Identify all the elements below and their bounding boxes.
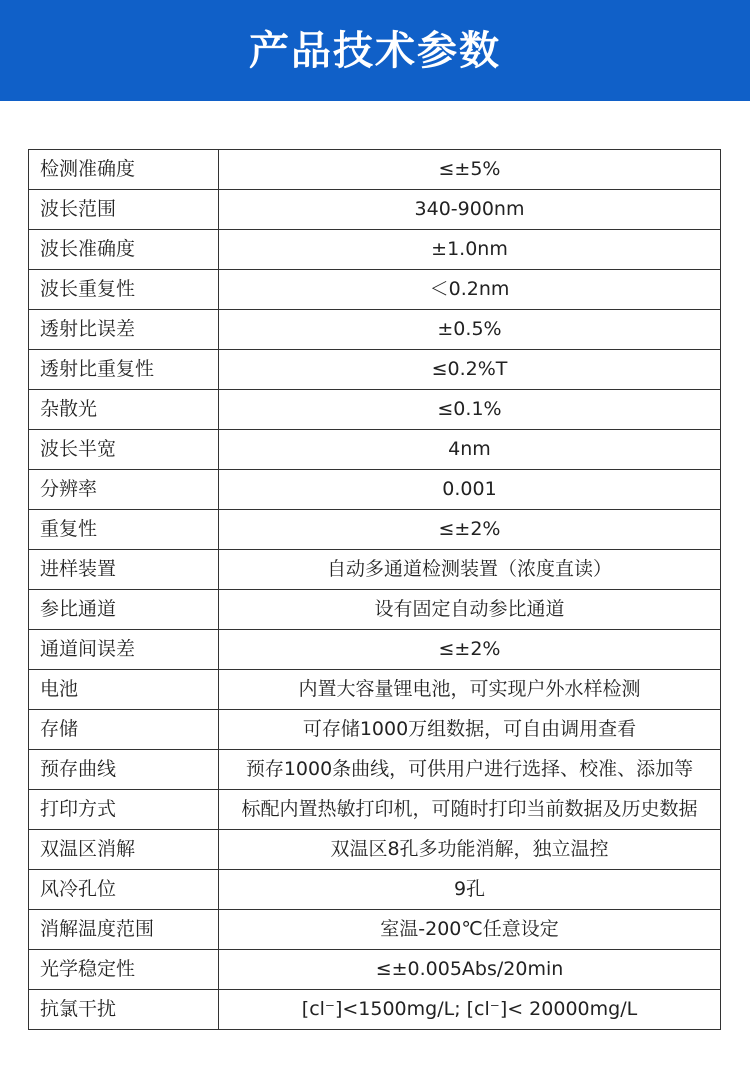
spec-value-cell: ≤±2% <box>219 630 721 670</box>
spec-name-cell: 光学稳定性 <box>29 950 219 990</box>
spec-value-cell: 4nm <box>219 430 721 470</box>
table-row <box>29 310 721 350</box>
spec-value-cell: 自动多通道检测装置（浓度直读） <box>219 550 721 590</box>
page-title: 产品技术参数 <box>249 27 501 74</box>
table-row <box>29 750 721 790</box>
table-row <box>29 870 721 910</box>
spec-name-cell: 通道间误差 <box>29 630 219 670</box>
spec-name-cell: 参比通道 <box>29 590 219 630</box>
spec-name-cell: 存储 <box>29 710 219 750</box>
spec-value-cell: 内置大容量锂电池，可实现户外水样检测 <box>219 670 721 710</box>
spec-value-cell: [cl⁻]<1500mg/L; [cl⁻]< 20000mg/L <box>219 990 721 1030</box>
spec-name-cell: 波长范围 <box>29 190 219 230</box>
spec-value-cell: 0.001 <box>219 470 721 510</box>
spec-value-cell: ≤±0.005Abs/20min <box>219 950 721 990</box>
spec-value-cell: ±0.5% <box>219 310 721 350</box>
spec-name-cell: 重复性 <box>29 510 219 550</box>
table-row <box>29 910 721 950</box>
spec-name-cell: 杂散光 <box>29 390 219 430</box>
spec-value-cell: ≤0.2%T <box>219 350 721 390</box>
spec-name-cell: 双温区消解 <box>29 830 219 870</box>
spec-value-cell: 双温区8孔多功能消解，独立温控 <box>219 830 721 870</box>
table-row <box>29 790 721 830</box>
spec-value-cell: 9孔 <box>219 870 721 910</box>
table-row <box>29 630 721 670</box>
spec-value-cell: ≤±5% <box>219 150 721 190</box>
spec-value-cell: ±1.0nm <box>219 230 721 270</box>
table-row <box>29 350 721 390</box>
table-row <box>29 830 721 870</box>
spec-name-cell: 透射比误差 <box>29 310 219 350</box>
table-row <box>29 430 721 470</box>
table-row <box>29 510 721 550</box>
spec-name-cell: 波长准确度 <box>29 230 219 270</box>
table-row <box>29 590 721 630</box>
header-banner <box>0 0 750 101</box>
table-row <box>29 270 721 310</box>
table-row <box>29 710 721 750</box>
table-row <box>29 670 721 710</box>
spec-name-cell: 打印方式 <box>29 790 219 830</box>
spec-value-cell: 可存储1000万组数据，可自由调用查看 <box>219 710 721 750</box>
spec-table-body <box>29 150 721 1030</box>
spec-name-cell: 消解温度范围 <box>29 910 219 950</box>
table-row <box>29 150 721 190</box>
table-row <box>29 190 721 230</box>
spec-value-cell: 预存1000条曲线，可供用户进行选择、校准、添加等 <box>219 750 721 790</box>
table-row <box>29 990 721 1030</box>
spec-value-cell: ≤±2% <box>219 510 721 550</box>
spec-name-cell: 波长半宽 <box>29 430 219 470</box>
table-row <box>29 390 721 430</box>
spec-name-cell: 预存曲线 <box>29 750 219 790</box>
spec-value-cell: 340-900nm <box>219 190 721 230</box>
spec-value-cell: 室温-200℃任意设定 <box>219 910 721 950</box>
spec-name-cell: 进样装置 <box>29 550 219 590</box>
spec-value-cell: 设有固定自动参比通道 <box>219 590 721 630</box>
spec-name-cell: 电池 <box>29 670 219 710</box>
table-row <box>29 550 721 590</box>
spec-name-cell: 透射比重复性 <box>29 350 219 390</box>
table-row <box>29 230 721 270</box>
table-row <box>29 470 721 510</box>
spec-value-cell: ＜0.2nm <box>219 270 721 310</box>
spec-value-cell: ≤0.1% <box>219 390 721 430</box>
table-row <box>29 950 721 990</box>
spec-table <box>28 149 721 1030</box>
spec-value-cell: 标配内置热敏打印机，可随时打印当前数据及历史数据 <box>219 790 721 830</box>
spec-name-cell: 检测准确度 <box>29 150 219 190</box>
spec-name-cell: 风冷孔位 <box>29 870 219 910</box>
spec-name-cell: 分辨率 <box>29 470 219 510</box>
spec-name-cell: 波长重复性 <box>29 270 219 310</box>
spec-name-cell: 抗氯干扰 <box>29 990 219 1030</box>
